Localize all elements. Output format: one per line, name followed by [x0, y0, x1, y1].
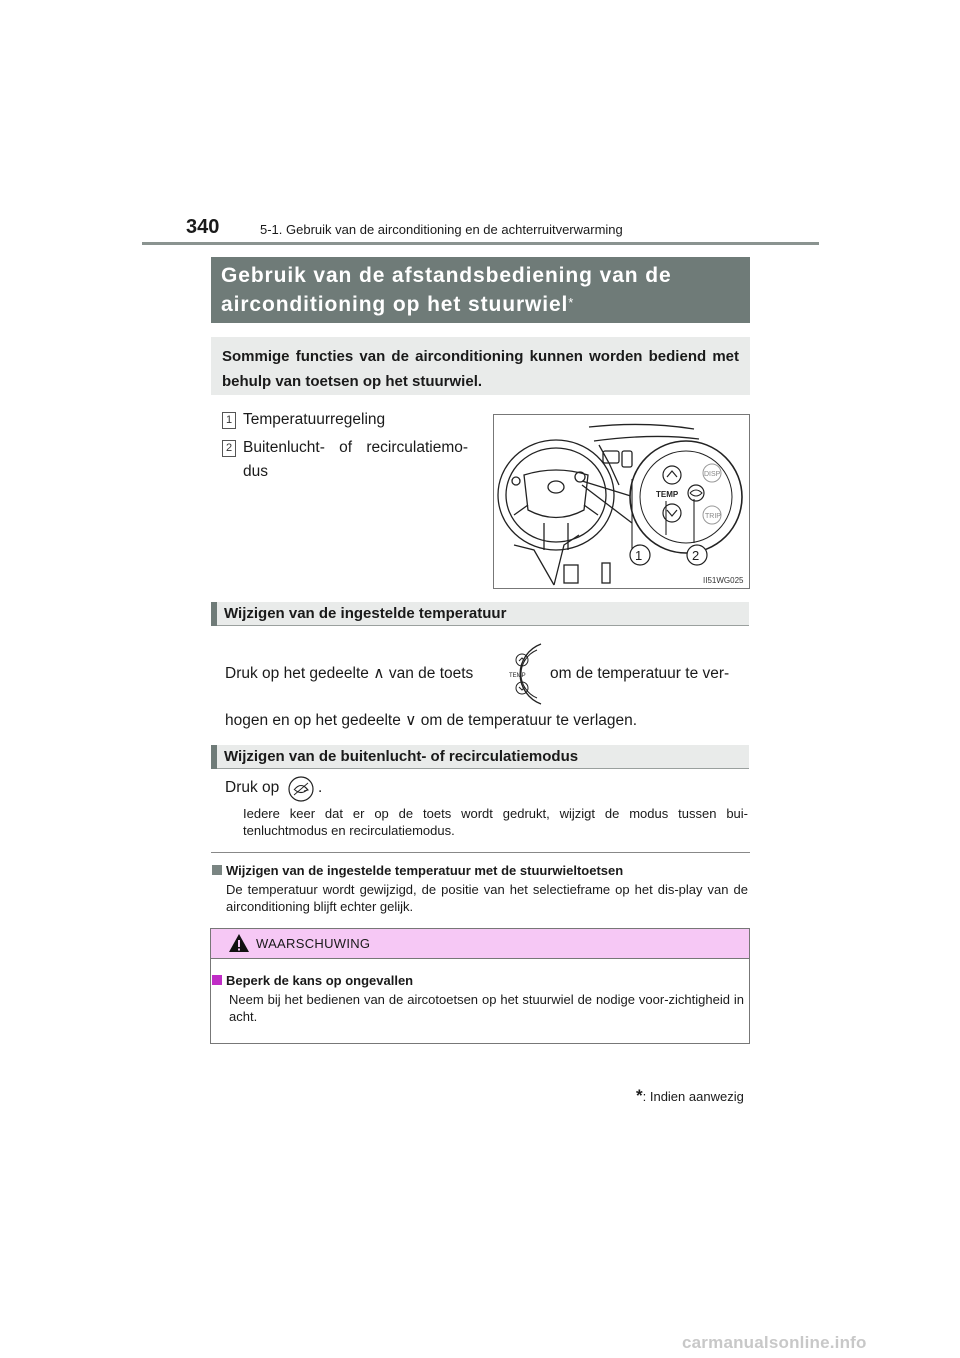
- warning-box: [210, 928, 750, 1044]
- section1-line1-after: om de temperatuur te ver-: [550, 665, 730, 682]
- section-heading-temperature: Wijzigen van de ingestelde temperatuur: [211, 602, 749, 626]
- steering-wheel-figure: [493, 414, 750, 589]
- recirculation-detail: Iedere keer dat er op de toets wordt gedrukt, wijzigt de modus tussen bui-tenluchtmodus en recirculatiemodus.: [243, 806, 748, 838]
- warning-bullet: [212, 975, 222, 985]
- section-heading-recirculation: Wijzigen van de buitenlucht- of recirculatiemodus: [211, 745, 749, 769]
- item-number-2: 2: [222, 440, 236, 457]
- temp-button-icon: [497, 642, 547, 706]
- temp-icon-label: TEMP: [509, 673, 526, 679]
- chapter-title: 5-1. Gebruik van de airconditioning en de achterruitverwarming: [260, 222, 623, 237]
- footnote-text: : Indien aanwezig: [642, 1089, 744, 1104]
- section1-line1-before: Druk op het gedeelte ∧ van de toets: [225, 665, 474, 682]
- warning-heading: Beperk de kans op ongevallen: [226, 973, 414, 988]
- warning-header: [211, 929, 749, 959]
- page-number: 340: [186, 216, 220, 238]
- item-text-1: Temperatuurregeling: [243, 411, 386, 428]
- note-heading-row: [212, 862, 623, 880]
- note-heading: Wijzigen van de ingestelde temperatuur met de stuurwieltoetsen: [226, 863, 624, 878]
- recirculation-icon: [287, 775, 315, 803]
- page-title: [211, 257, 750, 323]
- trip-label: TRIP: [705, 513, 721, 520]
- temp-label: TEMP: [656, 490, 679, 499]
- steering-wheel-illustration: [494, 415, 750, 589]
- note-bullet: [212, 865, 222, 875]
- warning-triangle-icon: [228, 933, 250, 953]
- header-rule: [142, 242, 819, 245]
- intro-box: Sommige functies van de airconditioning kunnen worden bediend met behulp van toetsen op het stuurwiel.: [211, 337, 750, 395]
- footnote: [636, 1086, 744, 1106]
- page-title-line2: airconditioning op het stuurwiel: [221, 293, 569, 316]
- warning-title: WAARSCHUWING: [256, 936, 371, 951]
- callout-1: 1: [635, 548, 643, 563]
- note-rule: [211, 852, 750, 853]
- item-text-2: [243, 436, 476, 460]
- footnote-marker: *: [636, 1086, 643, 1105]
- disp-label: DISP: [704, 471, 721, 478]
- figure-code: II51WG025: [703, 576, 744, 585]
- item-text-2-line1: Buitenlucht- of recirculatiemo-: [243, 439, 469, 456]
- warning-text: Neem bij het bedienen van de aircotoetsen op het stuurwiel de nodige voor-zichtigheid in acht.: [229, 992, 744, 1024]
- callout-2: 2: [692, 548, 700, 563]
- warning-heading-row: [212, 972, 413, 990]
- press-text-before: Druk op: [225, 779, 280, 796]
- asterisk-marker: *: [568, 295, 575, 310]
- page-title-line1: Gebruik van de afstandsbediening van de: [221, 264, 672, 287]
- note-text: De temperatuur wordt gewijzigd, de positie van het selectieframe op het dis-play van de airconditioning blijft echter gelijk.: [226, 882, 748, 914]
- press-text-after: .: [318, 779, 323, 796]
- watermark: carmanualsonline.info: [682, 1333, 867, 1352]
- section1-line2: hogen en op het gedeelte ∨ om de temperatuur te verlagen.: [225, 712, 638, 729]
- item-number-1: 1: [222, 412, 236, 429]
- item-text-2-line2: dus: [243, 463, 268, 480]
